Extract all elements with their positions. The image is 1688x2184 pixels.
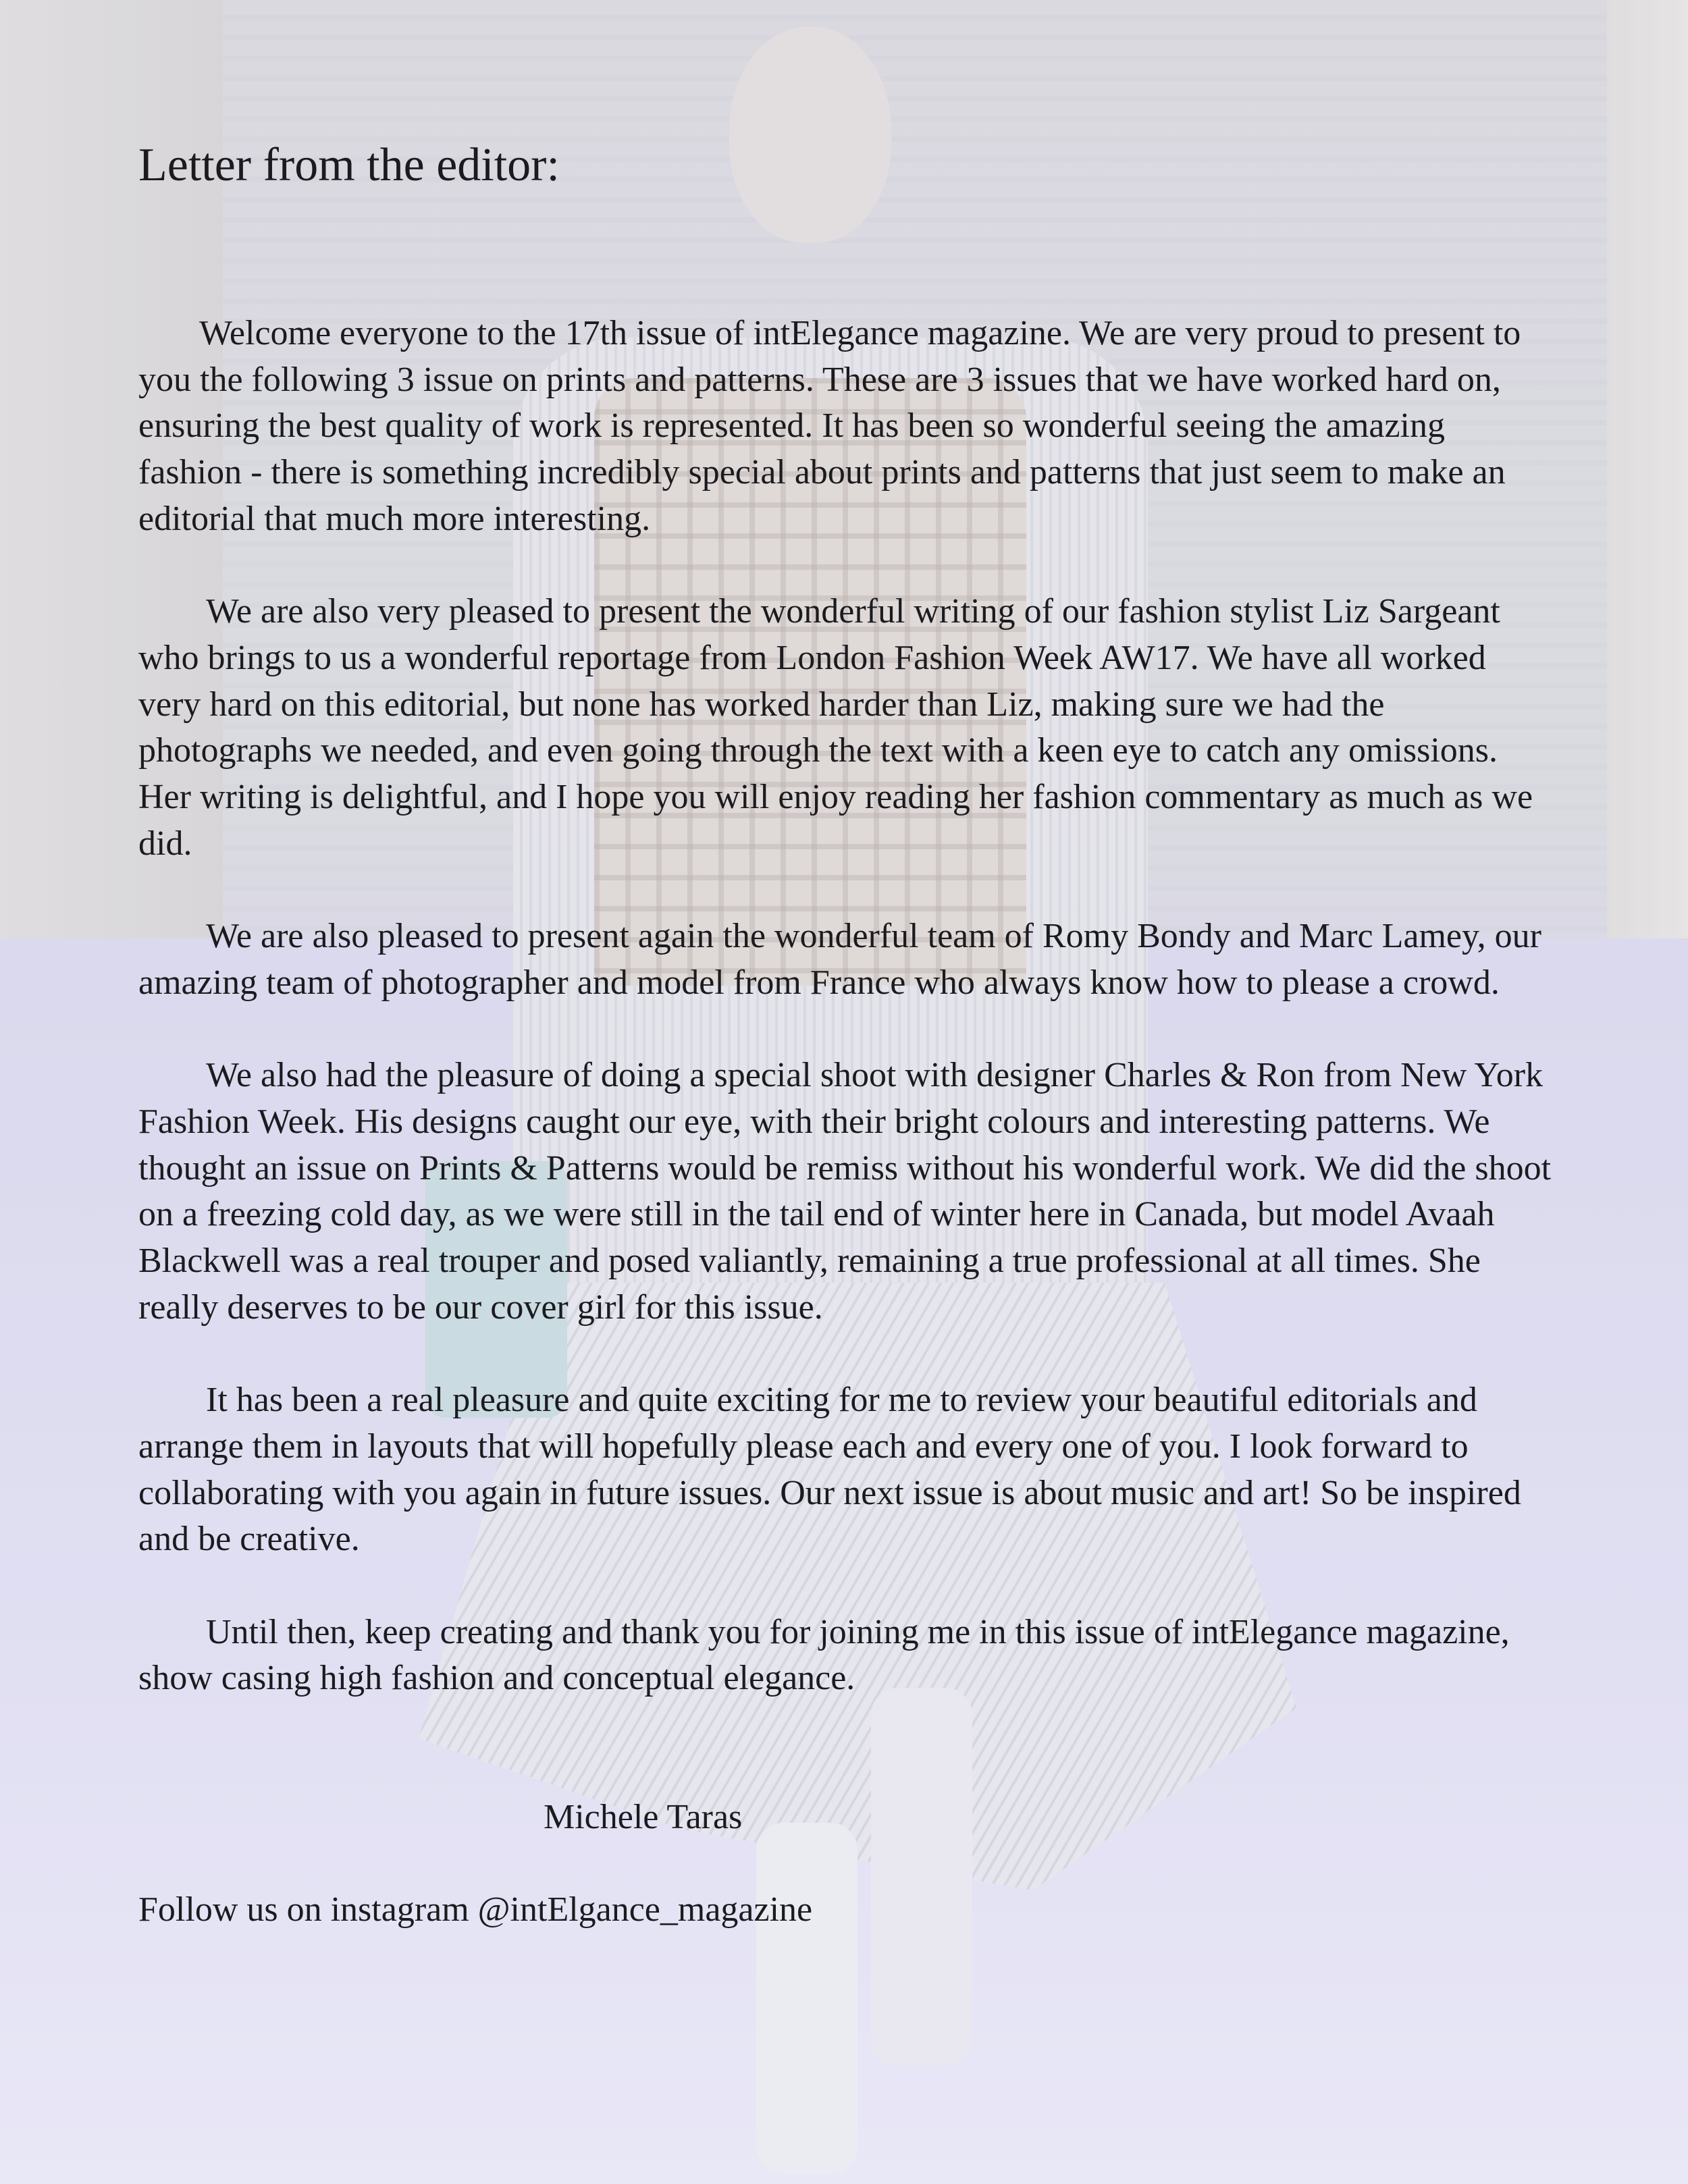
paragraph-4: We also had the pleasure of doing a special shoot with designer Charles & Ron from New York Fashion Week. His designs caught our eye, with their bright colours and interesting patterns. We thought an issue on Prints & Patterns would be remiss without his wonderful work. We did the shoot on a freezing cold day, as we were still in the tail end of winter here in Canada, but model Avaah Blackwell was a real trouper and posed valiantly, remaining a true professional at all times. She really deserves to be our cover girl for this issue.: [138, 1056, 1552, 1327]
editor-signature: Michele Taras: [544, 1798, 743, 1837]
page-title: Letter from the editor:: [138, 139, 560, 191]
paragraph-6: Until then, keep creating and thank you for joining me in this issue of intElegance magazine, show casing high fashion and conceptual elegance.: [138, 1612, 1510, 1698]
paragraph-1: Welcome everyone to the 17th issue of intElegance magazine. We are very proud to present to you the following 3 issue on prints and patterns. These are 3 issues that we have worked hard on, ensuring the best quality of work is represented. It has been so wonderful seeing the amazing fashion - there is something incredibly special about prints and patterns that just seem to make an editorial that much more interesting.: [138, 314, 1521, 538]
letter-content: [138, 132, 1556, 1934]
instagram-follow: Follow us on instagram @intElgance_magazine: [138, 1890, 813, 1929]
paragraph-3: We are also pleased to present again the wonderful team of Romy Bondy and Marc Lamey, our amazing team of photographer and model from France who always know how to please a crowd.: [138, 917, 1541, 1002]
paragraph-5: It has been a real pleasure and quite exciting for me to review your beautiful editorials and arrange them in layouts that will hopefully please each and every one of you. I look forward to collaborating with you again in future issues. Our next issue is about music and art! So be inspired and be creative.: [138, 1381, 1521, 1559]
paragraph-2: We are also very pleased to present the wonderful writing of our fashion stylist Liz Sargeant who brings to us a wonderful reportage from London Fashion Week AW17. We have all worked very hard on this editorial, but none has worked harder than Liz, making sure we had the photographs we needed, and even going through the text with a keen eye to catch any omissions. Her writing is delightful, and I hope you will enjoy reading her fashion commentary as much as we did.: [138, 592, 1533, 863]
